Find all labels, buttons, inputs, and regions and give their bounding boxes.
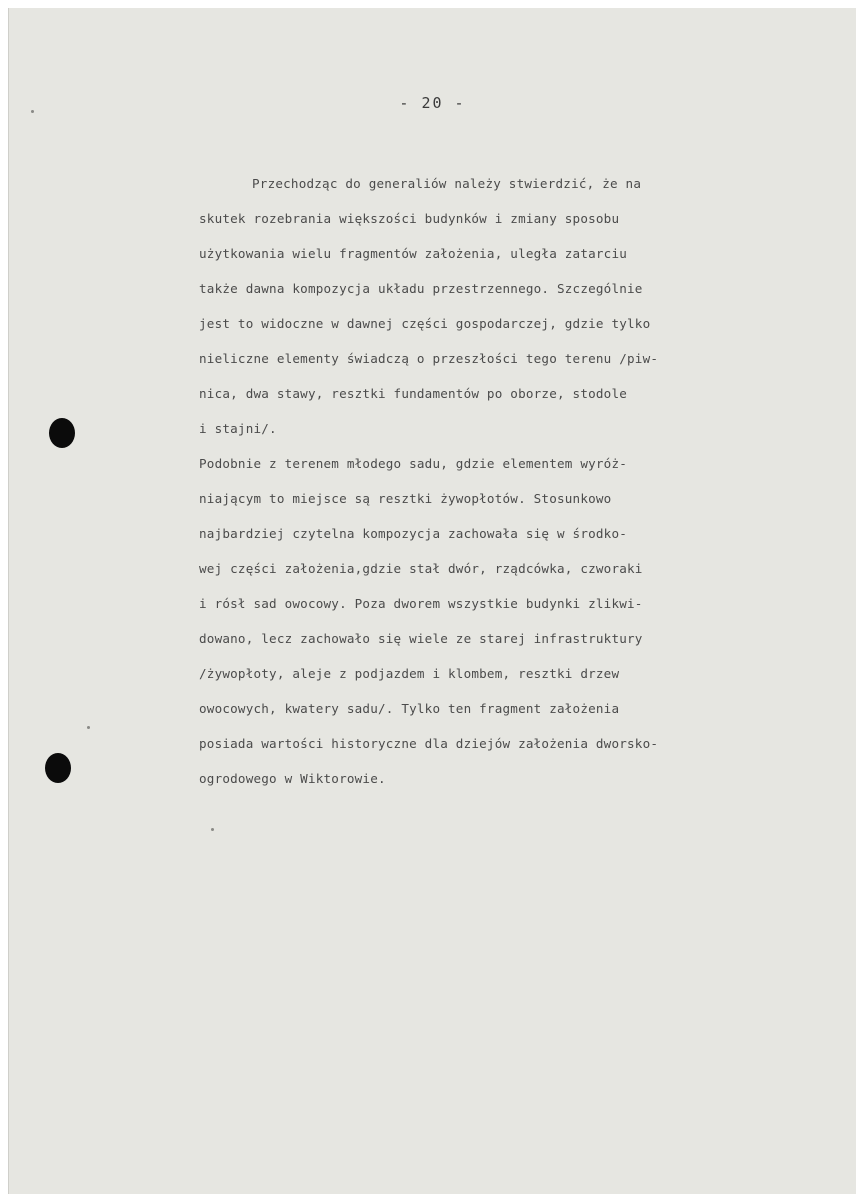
paragraph-1-line-1: Przechodząc do generaliów należy stwierdzić, że na bbox=[252, 176, 642, 191]
paragraph-1-line-8: i stajni/. bbox=[199, 421, 277, 436]
paragraph-2-line-8: owocowych, kwatery sadu/. Tylko ten fragment założenia bbox=[199, 701, 620, 716]
paper-speck bbox=[211, 828, 214, 831]
paragraph-1-line-6: nieliczne elementy świadczą o przeszłości tego terenu /piw- bbox=[199, 351, 659, 366]
paragraph-2-line-1: Podobnie z terenem młodego sadu, gdzie elementem wyróż- bbox=[199, 456, 628, 471]
paragraph-2-line-6: dowano, lecz zachowało się wiele ze starej infrastruktury bbox=[199, 631, 643, 646]
paragraph-2-line-7: /żywopłoty, aleje z podjazdem i klombem, resztki drzew bbox=[199, 666, 620, 681]
paragraph-2-line-10: ogrodowego w Wiktorowie. bbox=[199, 771, 386, 786]
paragraph-2-line-4: wej części założenia,gdzie stał dwór, rządcówka, czworaki bbox=[199, 561, 643, 576]
paragraph-2-line-2: niającym to miejsce są resztki żywopłotów. Stosunkowo bbox=[199, 491, 612, 506]
paragraph-2-line-3: najbardziej czytelna kompozycja zachowała się w środko- bbox=[199, 526, 628, 541]
paragraph-1-line-7: nica, dwa stawy, resztki fundamentów po oborze, stodole bbox=[199, 386, 628, 401]
document-page bbox=[8, 8, 856, 1194]
paragraph-1-line-2: skutek rozebrania większości budynków i zmiany sposobu bbox=[199, 211, 620, 226]
punch-hole bbox=[49, 418, 75, 448]
paragraph-2-line-5: i rósł sad owocowy. Poza dworem wszystkie budynki zlikwi- bbox=[199, 596, 643, 611]
paragraph-1-line-5: jest to widoczne w dawnej części gospodarczej, gdzie tylko bbox=[199, 316, 651, 331]
page-number: - 20 - bbox=[399, 94, 466, 112]
paragraph-2-line-9: posiada wartości historyczne dla dziejów założenia dworsko- bbox=[199, 736, 659, 751]
punch-hole bbox=[45, 753, 71, 783]
paper-speck bbox=[87, 726, 90, 729]
paragraph-1-line-3: użytkowania wielu fragmentów założenia, uległa zatarciu bbox=[199, 246, 628, 261]
paragraph-1-line-4: także dawna kompozycja układu przestrzennego. Szczególnie bbox=[199, 281, 643, 296]
